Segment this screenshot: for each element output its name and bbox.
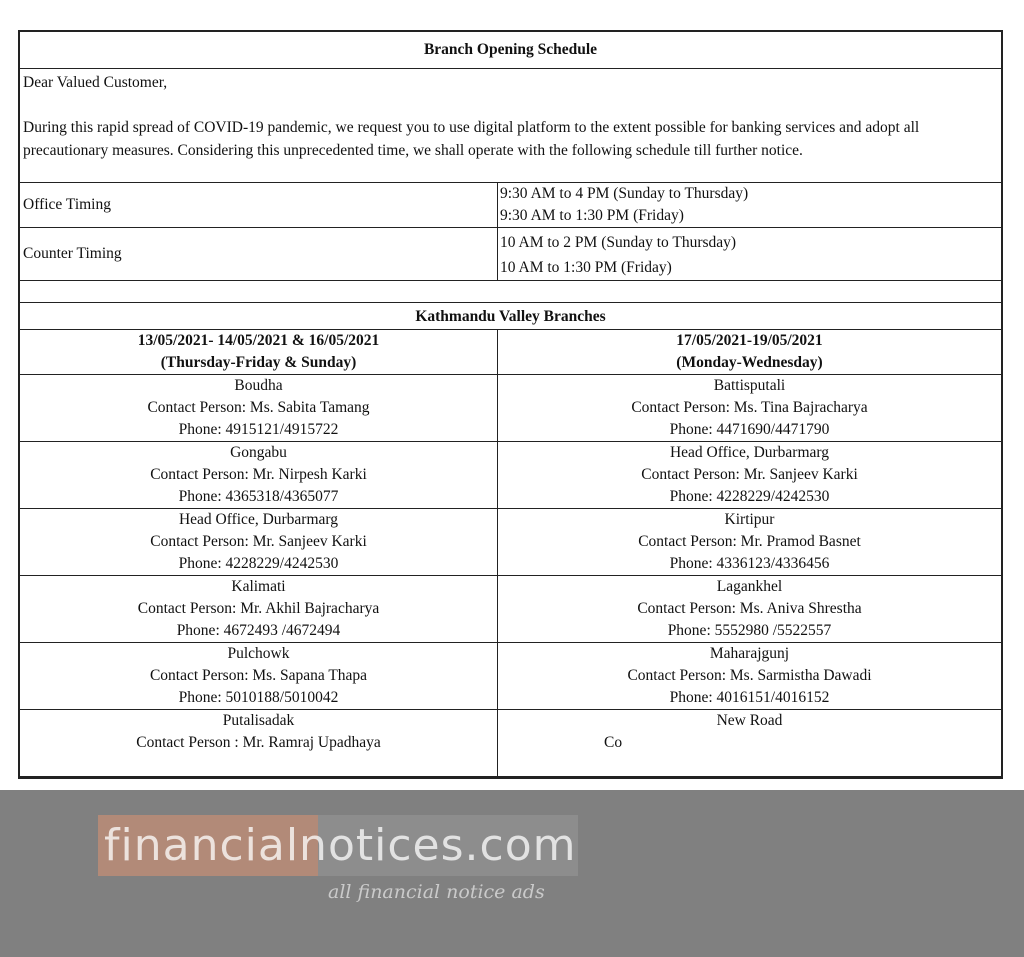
branch-contact: Contact Person: Mr. Nirpesh Karki xyxy=(150,466,367,483)
branch-row xyxy=(20,643,1001,710)
branch-contact: Contact Person: Ms. Sabita Tamang xyxy=(147,399,370,416)
office-timing-friday: 9:30 AM to 1:30 PM (Friday) xyxy=(500,207,684,224)
branch-contact: Contact Person: Mr. Akhil Bajracharya xyxy=(137,600,380,617)
branch-contact: Co xyxy=(604,734,623,751)
branch-name: Kalimati xyxy=(231,578,286,595)
branch-cell xyxy=(20,643,498,709)
branch-name: Gongabu xyxy=(230,444,287,461)
branch-phone: Phone: 5010188/5010042 xyxy=(178,689,339,706)
branch-contact: Contact Person: Mr. Sanjeev Karki xyxy=(641,466,858,483)
office-timing-weekday: 9:30 AM to 4 PM (Sunday to Thursday) xyxy=(500,185,749,202)
branch-name: Lagankhel xyxy=(716,578,783,595)
branch-name: Putalisadak xyxy=(222,712,295,729)
branch-cell xyxy=(498,509,1001,575)
branch-name: Maharajgunj xyxy=(709,645,790,662)
watermark-tagline: all financial notice ads xyxy=(328,881,545,903)
branch-name: Head Office, Durbarmarg xyxy=(669,444,830,461)
branch-row xyxy=(20,442,1001,509)
branch-phone: Phone: 4228229/4242530 xyxy=(178,555,339,572)
branch-row xyxy=(20,509,1001,576)
branch-name: Pulchowk xyxy=(227,645,290,662)
branch-cell xyxy=(20,442,498,508)
branch-name: Battisputali xyxy=(713,377,786,394)
branch-cell xyxy=(20,576,498,642)
branch-contact: Contact Person: Mr. Sanjeev Karki xyxy=(150,533,367,550)
branch-phone: Phone: 4336123/4336456 xyxy=(669,555,830,572)
branch-name: New Road xyxy=(716,712,783,729)
branch-contact: Contact Person: Ms. Tina Bajracharya xyxy=(631,399,868,416)
branch-contact: Contact Person: Ms. Sapana Thapa xyxy=(149,667,368,684)
branch-contact: Contact Person: Mr. Pramod Basnet xyxy=(638,533,861,550)
blank-row xyxy=(20,281,1001,303)
greeting: Dear Valued Customer, xyxy=(23,74,168,91)
gray-overlay xyxy=(0,790,1024,957)
schedule-table xyxy=(18,30,1003,779)
branch-cell xyxy=(498,576,1001,642)
branch-name: Boudha xyxy=(234,377,283,394)
branch-phone: Phone: 4915121/4915722 xyxy=(178,421,339,438)
branch-phone: Phone: 4016151/4016152 xyxy=(669,689,830,706)
branch-phone: Phone: 5552980 /5522557 xyxy=(667,622,832,639)
letter-body: During this rapid spread of COVID-19 pandemic, we request you to use digital platform to the extent possible for banking services and adopt all precautionary measures. Considering this unprecedented time, we shall operate with the following schedule till further notice. xyxy=(23,119,920,159)
branch-row xyxy=(20,710,1001,777)
branch-contact: Contact Person: Ms. Aniva Shrestha xyxy=(637,600,862,617)
header-days: (Thursday-Friday & Sunday) xyxy=(160,354,357,371)
branch-phone: Phone: 4672493 /4672494 xyxy=(176,622,341,639)
counter-timing-friday: 10 AM to 1:30 PM (Friday) xyxy=(500,259,672,276)
branch-cell xyxy=(20,710,498,776)
branch-cell xyxy=(498,375,1001,441)
branch-cell xyxy=(498,643,1001,709)
branch-contact: Contact Person : Mr. Ramraj Upadhaya xyxy=(136,734,381,751)
counter-timing-label: Counter Timing xyxy=(20,228,498,280)
branch-phone: Phone: 4365318/4365077 xyxy=(178,488,339,505)
office-timing-row xyxy=(20,183,1001,228)
branch-cell xyxy=(20,509,498,575)
counter-timing-row xyxy=(20,228,1001,281)
watermark-text: financialnotices.com xyxy=(104,820,577,871)
branch-row xyxy=(20,375,1001,442)
header-days: (Monday-Wednesday) xyxy=(676,354,823,371)
branch-row xyxy=(20,576,1001,643)
branch-cell xyxy=(498,710,1001,776)
table-title: Branch Opening Schedule xyxy=(20,32,1001,69)
counter-timing-weekday: 10 AM to 2 PM (Sunday to Thursday) xyxy=(500,234,737,251)
date-header-row xyxy=(20,330,1001,375)
letter xyxy=(20,69,1001,183)
branch-name: Head Office, Durbarmarg xyxy=(178,511,339,528)
branch-cell xyxy=(498,442,1001,508)
branch-phone: Phone: 4228229/4242530 xyxy=(669,488,830,505)
office-timing-label: Office Timing xyxy=(20,183,498,227)
branch-phone: Phone: 4471690/4471790 xyxy=(669,421,830,438)
section-title: Kathmandu Valley Branches xyxy=(20,303,1001,330)
branch-contact: Contact Person: Ms. Sarmistha Dawadi xyxy=(627,667,872,684)
header-dates: 17/05/2021-19/05/2021 xyxy=(676,332,823,349)
branch-name: Kirtipur xyxy=(724,511,775,528)
branch-cell xyxy=(20,375,498,441)
header-dates: 13/05/2021- 14/05/2021 & 16/05/2021 xyxy=(137,332,380,349)
